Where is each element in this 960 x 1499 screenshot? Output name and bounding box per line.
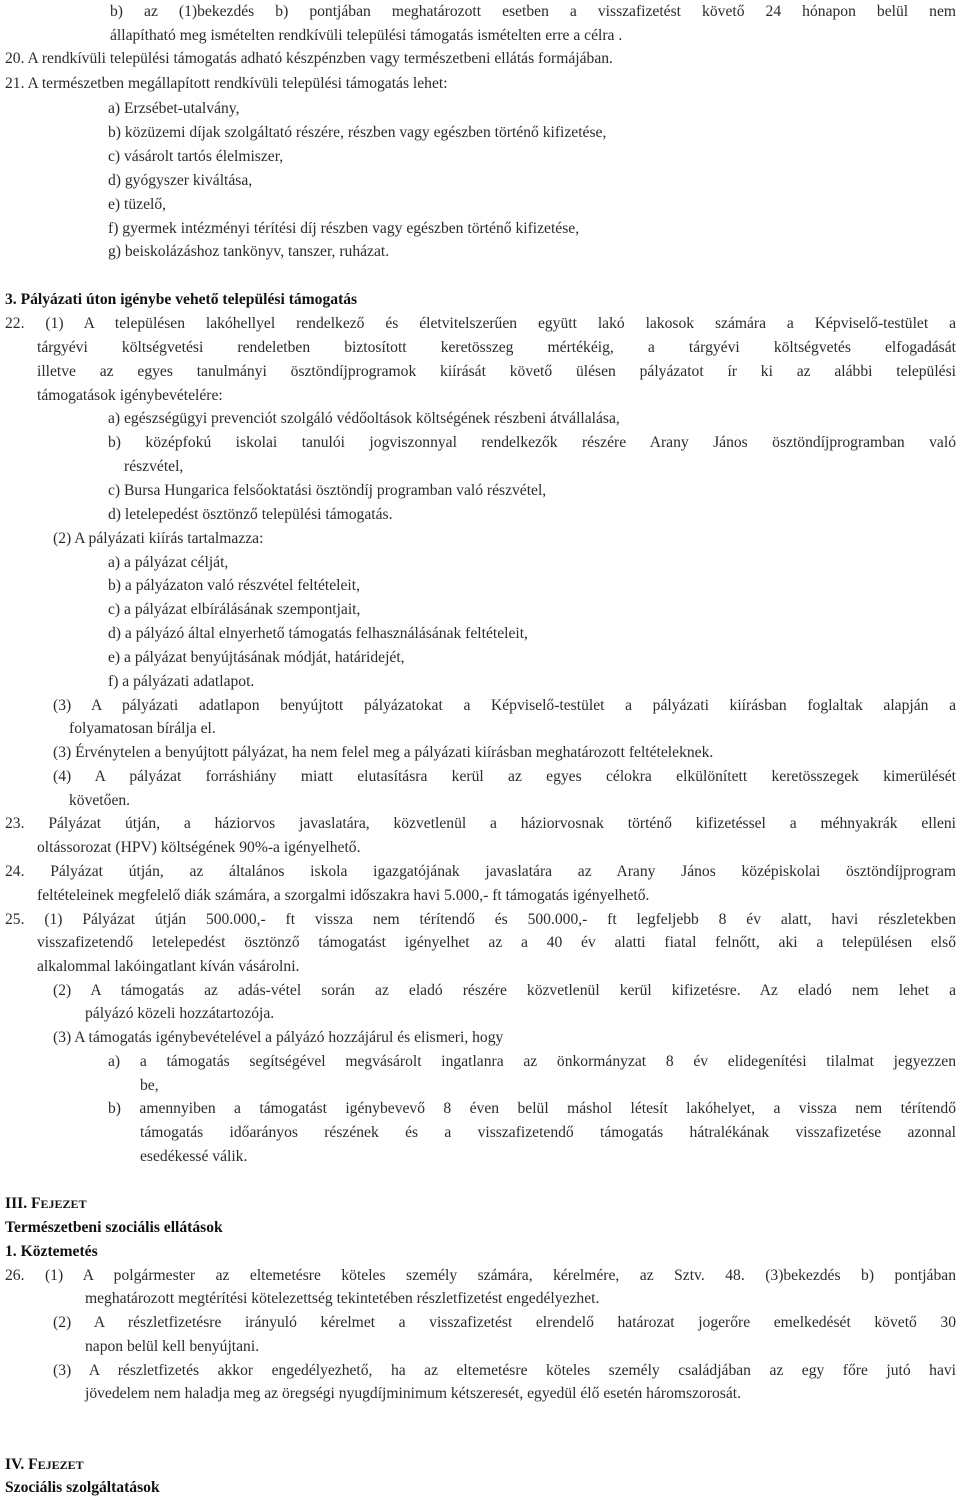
text-line: meghatározott megtérítési kötelezettség tekintetében részletfizetést engedélyezhet. (85, 1290, 600, 1307)
text-line: 21. A természetben megállapított rendkívüli települési támogatás lehet: (5, 75, 448, 92)
text-line: napon belül kell benyújtani. (85, 1338, 260, 1355)
text-line: b) amennyiben a támogatást igénybevevő 8 éven belül máshol létesít lakóhelyet, a vissza nem térítendő (108, 1100, 956, 1117)
text-line: 22. (1) A településen lakóhellyel rendelkező és életvitelszerűen együtt lakó lakosok számára a Képviselő-testület a (5, 315, 956, 332)
text-line: (3) A támogatás igénybevételével a pályázó hozzájárul és elismeri, hogy (53, 1029, 504, 1046)
text-line: (2) A támogatás az adás-vétel során az eladó részére közvetlenül kerül kifizetésre. Az eladó nem lehet a (53, 982, 956, 999)
text-line: d) gyógyszer kiváltása, (108, 172, 253, 189)
text-line: (4) A pályázat forráshiány miatt elutasításra kerül az egyes célokra elkülönített keretösszegek kimerülését (53, 768, 956, 785)
text-line: pályázó közeli hozzátartozója. (85, 1005, 275, 1022)
text-line: (3) Érvénytelen a benyújtott pályázat, ha nem felel meg a pályázati kiírásban meghatározott feltételeknek. (53, 744, 714, 761)
text-line: 23. Pályázat útján, a háziorvos javaslatára, közvetlenül a háziorvosnak történő kifizetéssel a méhnyakrák elleni (5, 815, 956, 832)
chapter-heading: IV. FEJEZET (5, 1456, 84, 1473)
text-line: a) egészségügyi prevenciót szolgáló védőoltások költségének részbeni átvállalása, (108, 410, 620, 427)
text-line: a) a támogatás segítségével megvásárolt ingatlanra az önkormányzat 8 év elidegenítési tilalmat jegyezzen (108, 1053, 956, 1070)
chapter-title: Természetbeni szociális ellátások (5, 1219, 223, 1236)
text-line: támogatás időarányos részének és a visszafizetendő támogatás hátralékának visszafizetése azonnal (140, 1124, 956, 1141)
text-line: visszafizetendő letelepedést ösztönző támogatást igényelhet az a 40 év alatti fiatal felnőtt, aki a településen első (37, 934, 956, 951)
text-line: f) a pályázati adatlapot. (108, 673, 255, 690)
text-line: alkalommal lakóingatlant kíván vásárolni. (37, 958, 300, 975)
text-line: f) gyermek intézményi térítési díj részben vagy egészben történő kifizetése, (108, 220, 580, 237)
text-line: támogatások igénybevételére: (37, 387, 223, 404)
text-line: a) a pályázat célját, (108, 554, 229, 571)
text-line: állapítható meg ismételten rendkívüli települési támogatás ismételten erre a célra . (110, 27, 623, 44)
text-line: b) középfokú iskolai tanulói jogviszonnyal rendelkezők részére Arany János ösztöndíjprogramban való (108, 434, 956, 451)
text-line: 26. (1) A polgármester az eltemetésre köteles személy számára, kérelmére, az Sztv. 48. (3)bekezdés b) pontjában (5, 1267, 956, 1284)
text-line: e) a pályázat benyújtásának módját, határidejét, (108, 649, 405, 666)
text-line: részvétel, (124, 458, 184, 475)
text-line: b) a pályázaton való részvétel feltételeit, (108, 577, 360, 594)
text-line: illetve az egyes tanulmányi ösztöndíjprogramok kiírását követő ülésen pályázatot ír ki az alábbi települési (37, 363, 956, 380)
chapter-title: Szociális szolgáltatások (5, 1479, 160, 1496)
text-line: be, (140, 1077, 159, 1094)
text-line: c) Bursa Hungarica felsőoktatási ösztöndíj programban való részvétel, (108, 482, 547, 499)
text-line: c) vásárolt tartós élelmiszer, (108, 148, 284, 165)
text-line: g) beiskolázáshoz tankönyv, tanszer, ruházat. (108, 243, 390, 260)
text-line: (2) A részletfizetésre irányuló kérelmet a visszafizetést elrendelő határozat jogerőre emelkedését követő 30 (53, 1314, 956, 1331)
text-line: folyamatosan bírálja el. (69, 720, 216, 737)
text-line: oltássorozat (HPV) költségének 90%-a igényelhető. (37, 839, 361, 856)
text-line: d) letelepedést ösztönző települési támogatás. (108, 506, 393, 523)
text-line: esedékessé válik. (140, 1148, 248, 1165)
text-line: jövedelem nem haladja meg az öregségi nyugdíjminimum kétszeresét, egyedül élő esetén háromszorosát. (85, 1385, 742, 1402)
text-line: (3) A részletfizetés akkor engedélyezhető, ha az eltemetésre köteles személy családjában az egy főre jutó havi (53, 1362, 956, 1379)
section-heading: 1. Köztemetés (5, 1243, 98, 1260)
text-line: (2) A pályázati kiírás tartalmazza: (53, 530, 264, 547)
text-line: 24. Pályázat útján, az általános iskola igazgatójának javaslatára az Arany János középiskolai ösztöndíjprogram (5, 863, 956, 880)
text-line: a) Erzsébet-utalvány, (108, 100, 240, 117)
text-line: d) a pályázó által elnyerhető támogatás felhasználásának feltételeit, (108, 625, 528, 642)
text-line: (3) A pályázati adatlapon benyújtott pályázatokat a Képviselő-testület a pályázati kiírásban foglaltak alapján a (53, 697, 956, 714)
text-line: tárgyévi költségvetési rendeletben biztosított keretösszeg mértékéig, a tárgyévi költségvetés elfogadását (37, 339, 956, 356)
text-line: feltételeinek megfelelő diák számára, a szorgalmi időszakra havi 5.000,- ft támogatás igényelhető. (37, 887, 650, 904)
text-line: 20. A rendkívüli települési támogatás adható készpénzben vagy természetbeni ellátás formájában. (5, 50, 613, 67)
text-line: követően. (69, 792, 131, 809)
section-heading: 3. Pályázati úton igénybe vehető települési támogatás (5, 291, 358, 308)
text-line: b) az (1)bekezdés b) pontjában meghatározott esetben a visszafizetést követő 24 hónapon belül nem (110, 3, 956, 20)
text-line: c) a pályázat elbírálásának szempontjait, (108, 601, 361, 618)
text-line: 25. (1) Pályázat útján 500.000,- ft vissza nem térítendő és 500.000,- ft legfeljebb 8 év alatt, havi részletekben (5, 911, 956, 928)
chapter-heading: III. FEJEZET (5, 1195, 87, 1212)
text-line: b) közüzemi díjak szolgáltató részére, részben vagy egészben történő kifizetése, (108, 124, 607, 141)
text-line: e) tüzelő, (108, 196, 167, 213)
